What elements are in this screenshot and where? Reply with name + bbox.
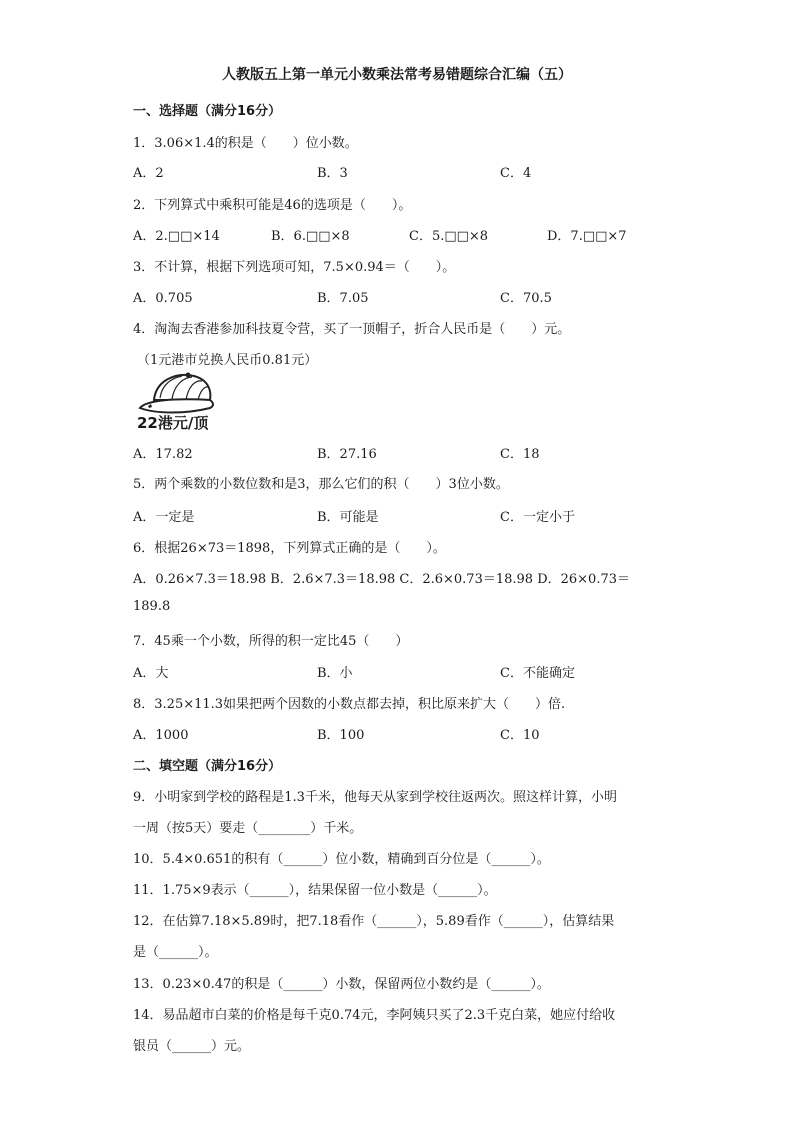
question-14: 14．易品超市白菜的价格是每千克0.74元，李阿姨只买了2.3千克白菜，她应付给收 (133, 1008, 616, 1023)
question-9: 9．小明家到学校的路程是1.3千米，他每天从家到学校往返两次。照这样计算，小明 (133, 790, 617, 805)
q3-option-a: A．0.705 (133, 291, 193, 306)
page-title: 人教版五上第一单元小数乘法常考易错题综合汇编（五） (222, 67, 572, 83)
q4-option-b: B．27.16 (317, 447, 377, 462)
question-5: 5．两个乘数的小数位数和是3，那么它们的积（ ）3位小数。 (133, 477, 509, 492)
section-fill-heading: 二、填空题（满分16分） (133, 759, 282, 774)
q8-option-c: C．10 (500, 728, 540, 743)
question-12: 12．在估算7.18×5.89时，把7.18看作（______），5.89看作（______），估算结果 (133, 914, 615, 929)
question-6: 6．根据26×73＝1898，下列算式正确的是（ ）。 (133, 541, 446, 556)
q3-option-c: C．70.5 (500, 291, 552, 306)
q7-option-a: A．大 (133, 666, 169, 681)
q6-options: A．0.26×7.3＝18.98 B．2.6×7.3＝18.98 C．2.6×0.73＝18.98 D．26×0.73＝ (133, 572, 631, 587)
question-13: 13．0.23×0.47的积是（______）小数，保留两位小数约是（______）。 (133, 977, 550, 992)
q6-options-wrap: 189.8 (133, 599, 171, 614)
q8-option-a: A．1000 (133, 728, 189, 743)
q7-option-c: C．不能确定 (500, 666, 575, 681)
question-8: 8．3.25×11.3如果把两个因数的小数点都去掉，积比原来扩大（ ）倍. (133, 697, 566, 712)
q2-option-c: C．5.□□×8 (409, 229, 489, 244)
q7-option-b: B．小 (317, 666, 353, 681)
question-12-cont: 是（______）。 (133, 945, 218, 960)
q5-option-a: A．一定是 (133, 510, 195, 525)
q4-exchange-note: （1元港市兑换人民币0.81元） (137, 353, 318, 368)
q1-option-b: B．3 (317, 166, 348, 181)
question-7: 7．45乘一个小数，所得的积一定比45（ ） (133, 634, 409, 649)
q5-option-b: B．可能是 (317, 510, 379, 525)
q3-option-b: B．7.05 (317, 291, 369, 306)
q2-option-b: B．6.□□×8 (271, 229, 350, 244)
question-1: 1．3.06×1.4的积是（ ）位小数。 (133, 136, 358, 151)
question-9-cont: 一周（按5天）要走（________）千米。 (133, 821, 363, 836)
question-4: 4．淘淘去香港参加科技夏令营，买了一顶帽子，折合人民币是（ ）元。 (133, 322, 571, 337)
question-11: 11．1.75×9表示（______），结果保留一位小数是（______）。 (133, 883, 497, 898)
q2-option-a: A．2.□□×14 (133, 229, 220, 244)
q1-option-a: A．2 (133, 166, 164, 181)
question-14-cont: 银员（______）元。 (133, 1039, 251, 1054)
q4-option-a: A．17.82 (133, 447, 193, 462)
q5-option-c: C．一定小于 (500, 510, 575, 525)
question-2: 2．下列算式中乘积可能是46的选项是（ ）。 (133, 198, 412, 213)
hat-price-label: 22港元/顶 (137, 414, 209, 432)
q8-option-b: B．100 (317, 728, 365, 743)
section-choice-heading: 一、选择题（满分16分） (133, 104, 282, 119)
q1-option-c: C．4 (500, 166, 532, 181)
question-3: 3．不计算，根据下列选项可知，7.5×0.94＝（ ）。 (133, 260, 456, 275)
q2-option-d: D．7.□□×7 (547, 229, 627, 244)
q4-option-c: C．18 (500, 447, 540, 462)
question-10: 10．5.4×0.651的积有（______）位小数，精确到百分位是（______）。 (133, 852, 550, 867)
